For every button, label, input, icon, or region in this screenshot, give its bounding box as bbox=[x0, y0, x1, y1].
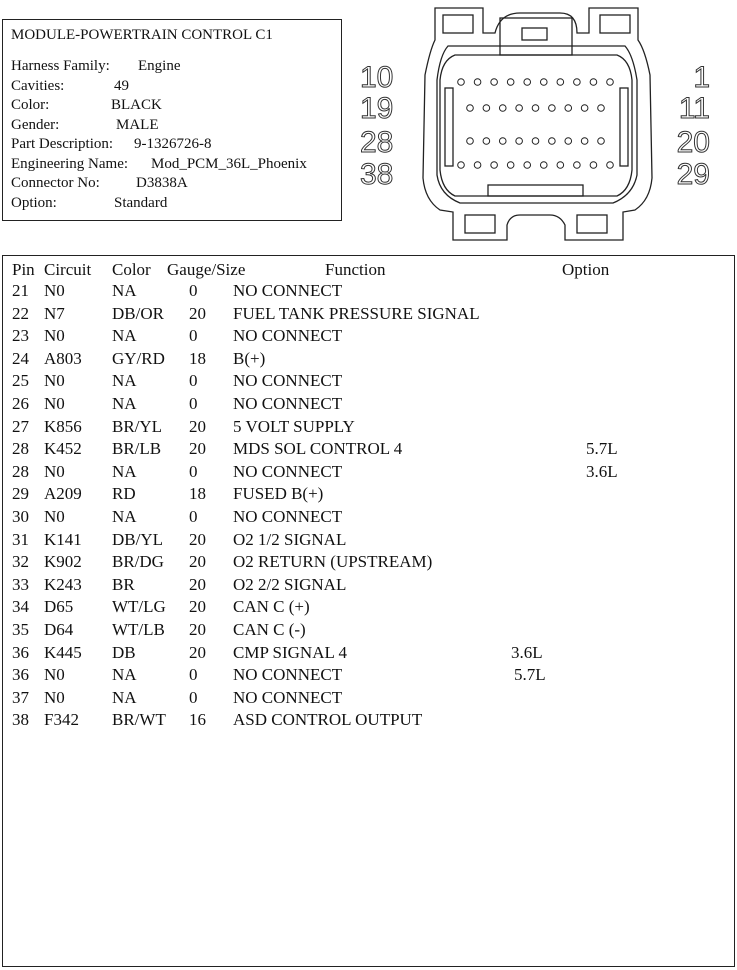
cell-function: O2 1/2 SIGNAL bbox=[233, 529, 347, 549]
info-value: Standard bbox=[114, 194, 168, 211]
pin-cavity bbox=[607, 162, 614, 169]
pin-cavity bbox=[483, 138, 490, 145]
pin-cavity bbox=[590, 79, 597, 86]
cell-pin: 26 bbox=[12, 394, 29, 413]
cell-pin: 35 bbox=[12, 620, 29, 639]
connector-info-box bbox=[2, 19, 342, 221]
pin-cavity bbox=[524, 79, 531, 86]
cell-gauge: 20 bbox=[189, 620, 206, 639]
cell-pin: 21 bbox=[12, 281, 29, 300]
info-value: Mod_PCM_36L_Phoenix bbox=[151, 155, 307, 172]
pin-cavity bbox=[574, 79, 581, 86]
info-label: Engineering Name: bbox=[11, 155, 129, 172]
cell-color: NA bbox=[112, 326, 137, 346]
cell-function: CAN C (-) bbox=[233, 620, 306, 639]
header-pin: Pin bbox=[12, 260, 35, 279]
cell-function: ASD CONTROL OUTPUT bbox=[233, 710, 423, 730]
cell-circuit: D64 bbox=[44, 620, 74, 639]
cell-function: NO CONNECT bbox=[233, 665, 343, 685]
cell-function: NO CONNECT bbox=[233, 281, 343, 300]
info-field bbox=[11, 116, 159, 134]
pin-cavity bbox=[598, 105, 605, 112]
cell-function: NO CONNECT bbox=[233, 507, 343, 526]
cell-pin: 22 bbox=[12, 303, 29, 323]
cell-function: 5 VOLT SUPPLY bbox=[233, 416, 355, 436]
cell-color: BR/DG bbox=[112, 552, 164, 572]
cell-color: NA bbox=[112, 281, 137, 300]
cell-circuit: N0 bbox=[44, 281, 65, 300]
pin-cavity bbox=[607, 79, 614, 86]
cell-gauge: 20 bbox=[189, 574, 206, 594]
header-color: Color bbox=[112, 260, 151, 279]
cell-function: B(+) bbox=[233, 348, 266, 368]
cell-gauge: 20 bbox=[189, 529, 206, 549]
pin-cavity bbox=[565, 105, 572, 112]
cell-gauge: 20 bbox=[189, 597, 206, 617]
cell-color: BR/WT bbox=[112, 710, 166, 730]
cell-pin: 32 bbox=[12, 552, 29, 572]
pin-cavity bbox=[467, 138, 474, 145]
info-label: Connector No: bbox=[11, 175, 100, 191]
pin-cavity bbox=[516, 105, 523, 112]
pin-cavity bbox=[574, 162, 581, 169]
pin-cavity bbox=[474, 162, 481, 169]
pin-cavity bbox=[458, 162, 465, 169]
cell-gauge: 20 bbox=[189, 416, 206, 436]
cell-pin: 31 bbox=[12, 529, 29, 549]
pin-number-label: 29 bbox=[676, 158, 710, 191]
info-label: Part Description: bbox=[11, 136, 114, 152]
cell-gauge: 20 bbox=[189, 642, 206, 662]
pin-cavity bbox=[540, 162, 547, 169]
pin-cavity bbox=[590, 162, 597, 169]
cell-option: 3.6L bbox=[511, 642, 543, 662]
cell-gauge: 0 bbox=[189, 687, 198, 707]
pin-cavity bbox=[565, 138, 572, 145]
pin-number-label: 20 bbox=[676, 126, 710, 159]
cell-pin: 38 bbox=[12, 710, 29, 730]
info-value: BLACK bbox=[111, 97, 162, 113]
cell-color: NA bbox=[112, 507, 137, 526]
pin-cavity bbox=[532, 105, 539, 112]
cell-color: NA bbox=[112, 665, 137, 685]
cell-pin: 24 bbox=[12, 348, 29, 368]
pin-cavity bbox=[491, 79, 498, 86]
cell-pin: 28 bbox=[12, 439, 29, 459]
cell-color: GY/RD bbox=[112, 348, 165, 368]
pin-cavity bbox=[491, 162, 498, 169]
info-label: Color: bbox=[11, 97, 50, 113]
pin-cavity bbox=[458, 79, 465, 86]
cell-option: 3.6L bbox=[586, 461, 618, 481]
cell-circuit: N0 bbox=[44, 326, 65, 346]
info-label: Harness Family: bbox=[11, 58, 110, 74]
cell-pin: 28 bbox=[12, 461, 29, 481]
cell-gauge: 0 bbox=[189, 507, 198, 526]
pin-number-label: 11 bbox=[678, 92, 710, 125]
cell-pin: 23 bbox=[12, 326, 29, 346]
cell-function: CAN C (+) bbox=[233, 597, 310, 617]
pin-cavity bbox=[507, 162, 514, 169]
cell-circuit: K452 bbox=[44, 439, 82, 459]
info-value: D3838A bbox=[136, 175, 188, 191]
pin-cavity bbox=[581, 105, 588, 112]
pin-cavity bbox=[540, 79, 547, 86]
header-function: Function bbox=[325, 260, 386, 279]
cell-gauge: 16 bbox=[189, 710, 206, 730]
cell-circuit: N7 bbox=[44, 303, 65, 323]
pin-number-label: 10 bbox=[360, 61, 394, 94]
pin-cavity bbox=[467, 105, 474, 112]
cell-color: NA bbox=[112, 461, 137, 481]
cell-circuit: N0 bbox=[44, 687, 65, 707]
cell-color: NA bbox=[112, 371, 137, 391]
pin-number-label: 19 bbox=[360, 92, 394, 125]
cell-pin: 36 bbox=[12, 665, 29, 685]
cell-color: DB/YL bbox=[112, 529, 163, 549]
info-label: Gender: bbox=[11, 116, 60, 133]
cell-color: BR bbox=[112, 574, 135, 594]
cell-color: DB bbox=[112, 642, 136, 662]
cell-color: NA bbox=[112, 687, 137, 707]
cell-circuit: N0 bbox=[44, 461, 65, 481]
cell-color: DB/OR bbox=[112, 303, 164, 323]
pin-number-label: 1 bbox=[693, 61, 710, 94]
info-value: MALE bbox=[116, 116, 159, 133]
header-option: Option bbox=[562, 260, 610, 279]
cell-circuit: K445 bbox=[44, 642, 82, 662]
cell-circuit: K856 bbox=[44, 416, 82, 436]
info-label: Option: bbox=[11, 194, 57, 211]
cell-gauge: 20 bbox=[189, 439, 206, 459]
cell-pin: 36 bbox=[12, 642, 29, 662]
connector-title: MODULE-POWERTRAIN CONTROL C1 bbox=[11, 27, 273, 43]
info-value: Engine bbox=[138, 58, 181, 74]
cell-function: O2 2/2 SIGNAL bbox=[233, 574, 347, 594]
cell-function: FUSED B(+) bbox=[233, 484, 324, 504]
cell-circuit: D65 bbox=[44, 597, 74, 617]
cell-gauge: 0 bbox=[189, 281, 198, 300]
info-field bbox=[11, 155, 307, 173]
cell-function: O2 RETURN (UPSTREAM) bbox=[233, 552, 433, 572]
cell-pin: 30 bbox=[12, 507, 29, 526]
cell-circuit: K243 bbox=[44, 574, 82, 594]
cell-color: BR/LB bbox=[112, 439, 162, 459]
cell-gauge: 0 bbox=[189, 461, 198, 481]
cell-gauge: 0 bbox=[189, 371, 198, 391]
info-value: 9-1326726-8 bbox=[134, 136, 212, 152]
info-field bbox=[11, 77, 129, 95]
pinout-table bbox=[2, 255, 735, 967]
cell-color: WT/LG bbox=[112, 597, 166, 617]
cell-function: MDS SOL CONTROL 4 bbox=[233, 439, 403, 459]
cell-gauge: 18 bbox=[189, 484, 206, 504]
cell-pin: 37 bbox=[12, 687, 29, 707]
pin-cavity bbox=[474, 79, 481, 86]
cell-function: CMP SIGNAL 4 bbox=[233, 642, 347, 662]
cell-option: 5.7L bbox=[586, 439, 618, 459]
info-label: Cavities: bbox=[11, 77, 65, 94]
cell-function: NO CONNECT bbox=[233, 394, 343, 413]
pin-cavity bbox=[598, 138, 605, 145]
pin-cavity bbox=[516, 138, 523, 145]
cell-color: NA bbox=[112, 394, 137, 413]
info-field bbox=[11, 136, 212, 153]
cell-circuit: A209 bbox=[44, 484, 82, 504]
cell-color: WT/LB bbox=[112, 620, 165, 639]
pin-cavity bbox=[483, 105, 490, 112]
cell-color: RD bbox=[112, 484, 136, 504]
cell-circuit: N0 bbox=[44, 507, 65, 526]
cell-gauge: 0 bbox=[189, 665, 198, 685]
cell-circuit: N0 bbox=[44, 394, 65, 413]
header-circuit: Circuit bbox=[44, 260, 92, 279]
pin-cavity bbox=[549, 138, 556, 145]
cell-function: NO CONNECT bbox=[233, 687, 343, 707]
cell-gauge: 0 bbox=[189, 394, 198, 413]
cell-pin: 29 bbox=[12, 484, 29, 504]
info-field bbox=[11, 97, 162, 114]
cell-circuit: F342 bbox=[44, 710, 79, 730]
cell-color: BR/YL bbox=[112, 416, 163, 436]
cell-circuit: N0 bbox=[44, 371, 65, 391]
cell-gauge: 18 bbox=[189, 348, 206, 368]
pin-cavity bbox=[507, 79, 514, 86]
info-value: 49 bbox=[114, 77, 129, 94]
cell-function: NO CONNECT bbox=[233, 371, 343, 391]
cell-function: NO CONNECT bbox=[233, 326, 343, 346]
cell-pin: 25 bbox=[12, 371, 29, 391]
pin-cavity bbox=[499, 138, 506, 145]
cell-option: 5.7L bbox=[514, 665, 546, 685]
cell-gauge: 0 bbox=[189, 326, 198, 346]
header-gauge: Gauge/Size bbox=[167, 260, 246, 279]
cell-circuit: N0 bbox=[44, 665, 65, 685]
cell-pin: 33 bbox=[12, 574, 29, 594]
cell-pin: 27 bbox=[12, 416, 29, 436]
cell-gauge: 20 bbox=[189, 552, 206, 572]
cell-circuit: A803 bbox=[44, 348, 82, 368]
pin-cavity bbox=[581, 138, 588, 145]
info-field bbox=[11, 175, 188, 192]
pin-cavity bbox=[499, 105, 506, 112]
cell-pin: 34 bbox=[12, 597, 29, 617]
pin-cavity bbox=[549, 105, 556, 112]
cell-circuit: K141 bbox=[44, 529, 82, 549]
info-field bbox=[11, 58, 181, 75]
pin-cavity bbox=[524, 162, 531, 169]
pin-number-label: 28 bbox=[360, 126, 394, 159]
pin-cavity bbox=[557, 79, 564, 86]
pin-number-label: 38 bbox=[360, 158, 394, 191]
cell-function: FUEL TANK PRESSURE SIGNAL bbox=[233, 303, 480, 323]
info-field bbox=[11, 194, 168, 212]
pin-cavity bbox=[532, 138, 539, 145]
connector-diagram bbox=[355, 0, 737, 250]
cell-gauge: 20 bbox=[189, 303, 206, 323]
cell-circuit: K902 bbox=[44, 552, 82, 572]
pin-cavity bbox=[557, 162, 564, 169]
cell-function: NO CONNECT bbox=[233, 461, 343, 481]
